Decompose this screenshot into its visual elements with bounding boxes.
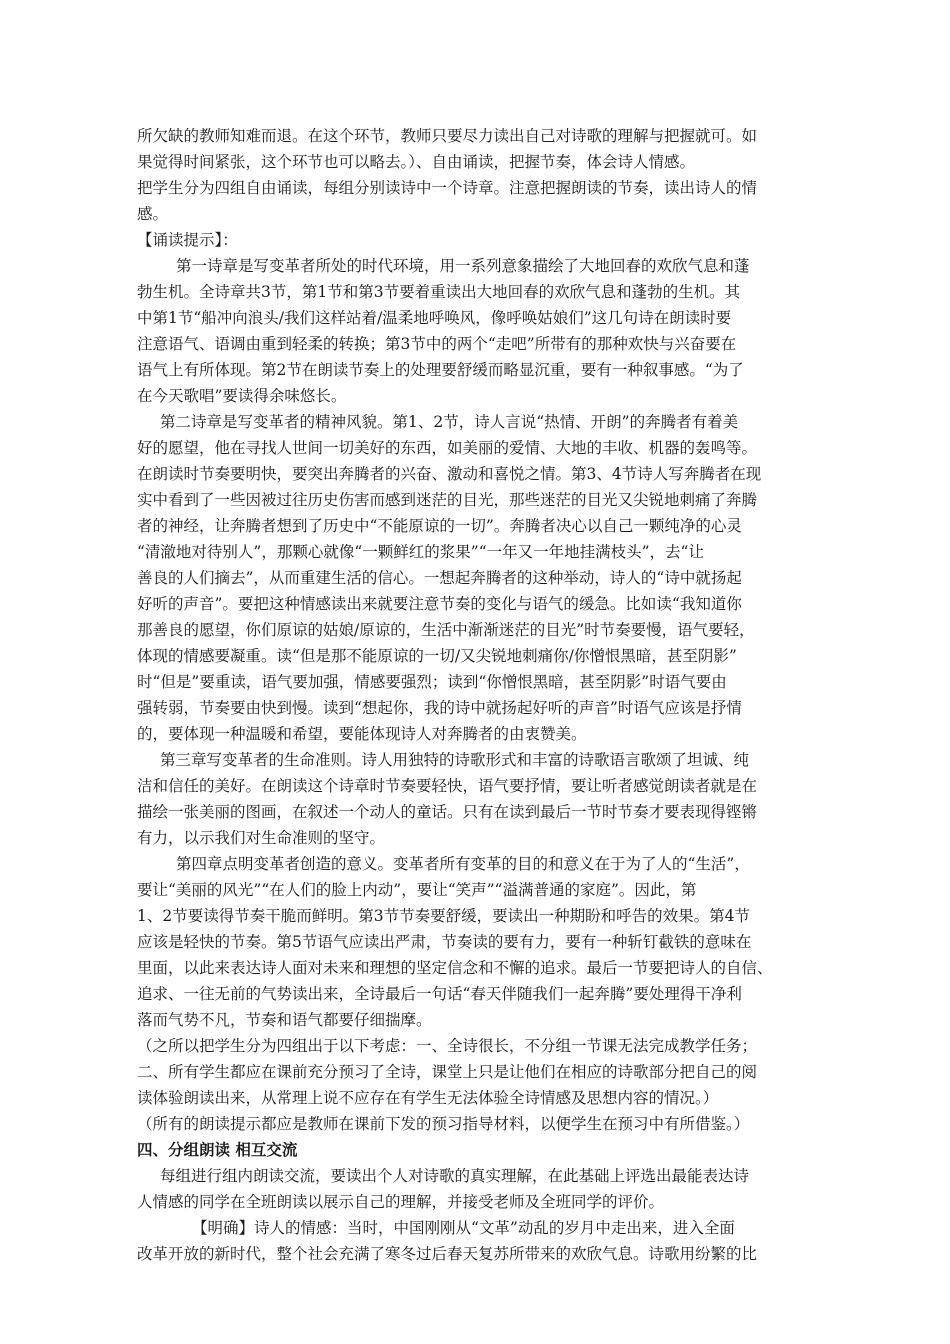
text-line: 那善良的愿望，你们原谅的姑娘/原谅的，生活中渐渐迷茫的目光”时节奏要慢，语气要轻， xyxy=(137,621,755,639)
text-line: 感。 xyxy=(137,205,169,223)
paragraph-first-line: 第二诗章是写变革者的精神风貌。第1、2节，诗人言说“热情、开朗”的奔腾者有着美 xyxy=(160,413,739,431)
text-line: 语气上有所体现。第2节在朗读节奏上的处理要舒缓而略显沉重，要有一种叙事感。“为了 xyxy=(137,361,744,379)
text-line: 中第1节“船冲向浪头/我们这样站着/温柔地呼唤风，像呼唤姑娘们”这几句诗在朗读时要 xyxy=(137,309,732,327)
text-line: 在朗读时节奏要明快，要突出奔腾者的兴奋、激动和喜悦之情。第3、4节诗人写奔腾者在现 xyxy=(137,465,762,483)
text-line: 所欠缺的教师知难而退。在这个环节，教师只要尽力读出自己对诗歌的理解与把握就可。如 xyxy=(137,127,758,145)
text-line: 善良的人们摘去”，从而重建生活的信心。一想起奔腾者的这种举动，诗人的“诗中就扬起 xyxy=(137,569,742,587)
text-line: 追求、一往无前的气势读出来，全诗最后一句话“春天伴随我们一起奔腾”要处理得干净利 xyxy=(137,985,742,1003)
text-line: （之所以把学生分为四组出于以下考虑：一、全诗很长，不分组一节课无法完成教学任务； xyxy=(137,1037,758,1055)
paragraph-first-line: 第一诗章是写变革者所处的时代环境，用一系列意象描绘了大地回春的欢欣气息和蓬 xyxy=(176,257,750,275)
text-line: 读体验朗读出来，从常理上说不应存在有学生无法体验全诗情感及思想内容的情况。） xyxy=(137,1089,719,1107)
text-line: 的，要体现一种温暖和希望，要能体现诗人对奔腾者的由衷赞美。 xyxy=(137,725,587,743)
text-line: 好的愿望，他在寻找人世间一切美好的东西，如美丽的爱情、大地的丰收、机器的轰鸣等。 xyxy=(137,439,758,457)
paragraph-first-line: 第四章点明变革者创造的意义。变革者所有变革的目的和意义在于为了人的“生活”， xyxy=(176,855,750,873)
text-line: 落而气势不凡，节奏和语气都要仔细揣摩。 xyxy=(137,1011,432,1029)
text-line: 二、所有学生都应在课前充分预习了全诗，课堂上只是让他们在相应的诗歌部分把自己的阅 xyxy=(137,1063,758,1081)
text-line: 勃生机。全诗章共3节，第1节和第3节要着重读出大地回春的欢欣气息和蓬勃的生机。其 xyxy=(137,283,741,301)
text-line: 把学生分为四组自由诵读，每组分别读诗中一个诗章。注意把握朗读的节奏，读出诗人的情 xyxy=(137,179,758,197)
text-line: 改革开放的新时代，整个社会充满了寒冬过后春天复苏所带来的欢欣气息。诗歌用纷繁的比 xyxy=(137,1245,758,1263)
text-line: 果觉得时间紧张，这个环节也可以略去。）、自由诵读，把握节奏，体会诗人情感。 xyxy=(137,153,696,171)
paragraph-first-line: 【明确】诗人的情感：当时，中国刚刚从“文革”动乱的岁月中走出来，进入全面 xyxy=(192,1219,735,1237)
text-line: （所有的朗读提示都应是教师在课前下发的预习指导材料，以便学生在预习中有所借鉴。） xyxy=(137,1115,750,1133)
text-line: “清澈地对待别人”，那颗心就像“一颗鲜红的浆果”“一年又一年地挂满枝头”，去“让 xyxy=(137,543,704,561)
text-line: 描绘一张美丽的图画，在叙述一个动人的童话。只有在读到最后一节时节奏才要表现得铿锵 xyxy=(137,803,758,821)
section-heading: 四、分组朗读 相互交流 xyxy=(137,1140,298,1159)
text-line: 里面，以此来表达诗人面对未来和理想的坚定信念和不懈的追求。最后一节要把诗人的自信、 xyxy=(137,959,773,977)
text-line: 强转弱，节奏要由快到慢。读到“想起你，我的诗中就扬起好听的声音”时语气应该是抒情 xyxy=(137,699,742,717)
text-line: 者的神经，让奔腾者想到了历史中“不能原谅的一切”。奔腾者决心以自己一颗纯净的心灵 xyxy=(137,517,742,535)
text-line: 体现的情感要凝重。读“但是那不能原谅的一切/又尖锐地刺痛你/你憎恨黑暗，甚至阴影” xyxy=(137,647,737,665)
text-line: 注意语气、语调由重到轻柔的转换；第3节中的两个“走吧”所带有的那种欢快与兴奋要在 xyxy=(137,335,737,353)
paragraph-first-line: 每组进行组内朗读交流，要读出个人对诗歌的真实理解，在此基础上评选出最能表达诗 xyxy=(160,1167,750,1185)
text-line: 人情感的同学在全班朗读以展示自己的理解，并接受老师及全班同学的评价。 xyxy=(137,1193,665,1211)
text-line: 在今天歌唱”要读得余味悠长。 xyxy=(137,387,347,405)
text-line: 有力，以示我们对生命准则的坚守。 xyxy=(137,829,386,847)
text-line: 时“但是”要重读，语气要加强，情感要强烈；读到“你憎恨黑暗，甚至阴影”时语气要由 xyxy=(137,673,727,691)
text-line: 洁和信任的美好。在朗读这个诗章时节奏要轻快，语气要抒情，要让听者感觉朗读者就是在 xyxy=(137,777,758,795)
section-label: 【诵读提示】： xyxy=(137,231,238,249)
text-line: 好听的声音”。要把这种情感读出来就要注意节奏的变化与语气的缓急。比如读“我知道你 xyxy=(137,595,742,613)
text-line: 1、2节要读得节奏干脆而鲜明。第3节节奏要舒缓，要读出一种期盼和呼告的效果。第4节 xyxy=(137,907,750,925)
text-line: 要让“美丽的风光”“在人们的脸上内动”，要让“笑声”“溢满普通的家庭”。因此，第 xyxy=(137,881,697,899)
paragraph-first-line: 第三章写变革者的生命准则。诗人用独特的诗歌形式和丰富的诗歌语言歌颂了坦诚、纯 xyxy=(160,751,750,769)
text-line: 应该是轻快的节奏。第5节语气应读出严肃，节奏读的要有力，要有一种斩钉截铁的意味在 xyxy=(137,933,752,951)
text-line: 实中看到了一些因被过往历史伤害而感到迷茫的目光，那些迷茫的目光又尖锐地刺痛了奔腾 xyxy=(137,491,758,509)
